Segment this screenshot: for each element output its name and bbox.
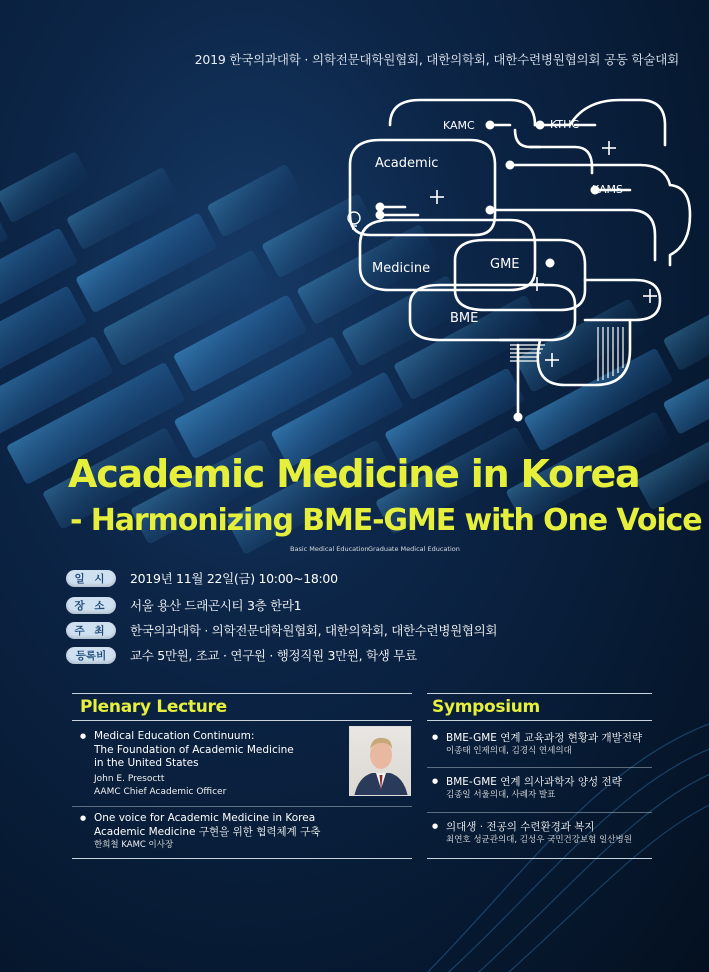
plenary-heading-rule xyxy=(72,720,412,721)
symposium-item-title: ● BME-GME 연계 의사과학자 양성 전략 xyxy=(446,775,656,789)
bme-note: Basic Medical Education xyxy=(290,545,369,553)
info-value: 서울 용산 드래곤시티 3층 한라1 xyxy=(130,598,302,613)
kamc-label: KAMC xyxy=(443,119,475,132)
info-label: 주 최 xyxy=(66,622,116,639)
info-value: 교수 5만원, 조교 · 연구원 · 행정직원 3만원, 학생 무료 xyxy=(130,648,417,663)
info-row-fee xyxy=(66,645,417,665)
info-row-date xyxy=(66,568,338,588)
medicine-lobe xyxy=(360,220,535,290)
symposium-top-rule xyxy=(427,693,652,694)
symposium-item-speakers: 이종태 인제의대, 김경식 연세의대 xyxy=(446,746,572,756)
symposium-heading: Symposium xyxy=(432,697,540,717)
symposium-item-2 xyxy=(446,775,656,802)
lecture2-line2: Academic Medicine 구현을 위한 협력체계 구축 xyxy=(94,825,321,838)
gme-lobe xyxy=(455,240,585,310)
bme-lobe xyxy=(410,285,575,340)
symposium-item-title: ● BME-GME 연계 교육과정 현황과 개발전략 xyxy=(446,731,656,745)
plenary-bottom-rule xyxy=(72,858,412,859)
symposium-item-speakers: 최연호 성균관의대, 김성우 국민건강보험 일산병원 xyxy=(446,835,632,845)
gme-label: GME xyxy=(490,257,520,272)
organizers-line: 2019 한국의과대학 · 의학전문대학원협회, 대한의학회, 대한수련병원협의회 공동 학술대회 xyxy=(194,52,679,67)
academic-label: Academic xyxy=(375,156,439,171)
info-label: 장 소 xyxy=(66,597,116,614)
info-value: 한국의과대학 · 의학전문대학원협회, 대한의학회, 대한수련병원협의회 xyxy=(130,623,498,638)
plenary-top-rule xyxy=(72,693,412,694)
symposium-item-3 xyxy=(446,820,656,847)
kams-label: KAMS xyxy=(592,183,624,196)
symposium-divider xyxy=(427,812,652,813)
info-value: 2019년 11월 22일(금) 10:00~18:00 xyxy=(130,571,338,586)
info-label: 등록비 xyxy=(66,647,116,664)
symposium-item-title: ● 의대생 · 전공의 수련환경과 복지 xyxy=(446,820,656,834)
plenary-lecture-2 xyxy=(94,812,404,852)
gme-note: Graduate Medical Education xyxy=(368,545,460,553)
lecture1-role: AAMC Chief Academic Officer xyxy=(94,786,227,797)
plenary-lecture-1 xyxy=(94,730,344,799)
lecture1-line2: The Foundation of Academic Medicine xyxy=(94,743,294,756)
main-title: Academic Medicine in Korea xyxy=(68,452,640,496)
symposium-bottom-rule xyxy=(427,858,652,859)
lecture1-speaker: John E. Presoctt xyxy=(94,773,165,784)
plenary-heading: Plenary Lecture xyxy=(80,697,227,717)
lecture1-line3: in the United States xyxy=(94,757,199,769)
info-row-host xyxy=(66,620,497,640)
speaker-photo xyxy=(349,726,411,796)
info-label: 일 시 xyxy=(66,570,116,587)
symposium-divider xyxy=(427,767,652,768)
info-row-venue xyxy=(66,595,301,615)
lecture2-line1: ● One voice for Academic Medicine in Korea xyxy=(94,812,404,826)
symposium-item-speakers: 김종일 서울의대, 사례자 발표 xyxy=(446,790,556,800)
kthc-label: KTHC xyxy=(550,118,580,131)
plenary-divider xyxy=(72,806,412,807)
symposium-heading-rule xyxy=(427,720,652,721)
medicine-label: Medicine xyxy=(372,261,431,276)
bme-label: BME xyxy=(450,311,479,326)
lecture1-line1: ● Medical Education Continuum: xyxy=(94,730,344,744)
brain-diagram xyxy=(330,95,700,425)
lecture2-speaker: 한희철 KAMC 이사장 xyxy=(94,840,174,850)
symposium-item-1 xyxy=(446,731,656,758)
main-subtitle: - Harmonizing BME-GME with One Voice xyxy=(70,503,702,538)
